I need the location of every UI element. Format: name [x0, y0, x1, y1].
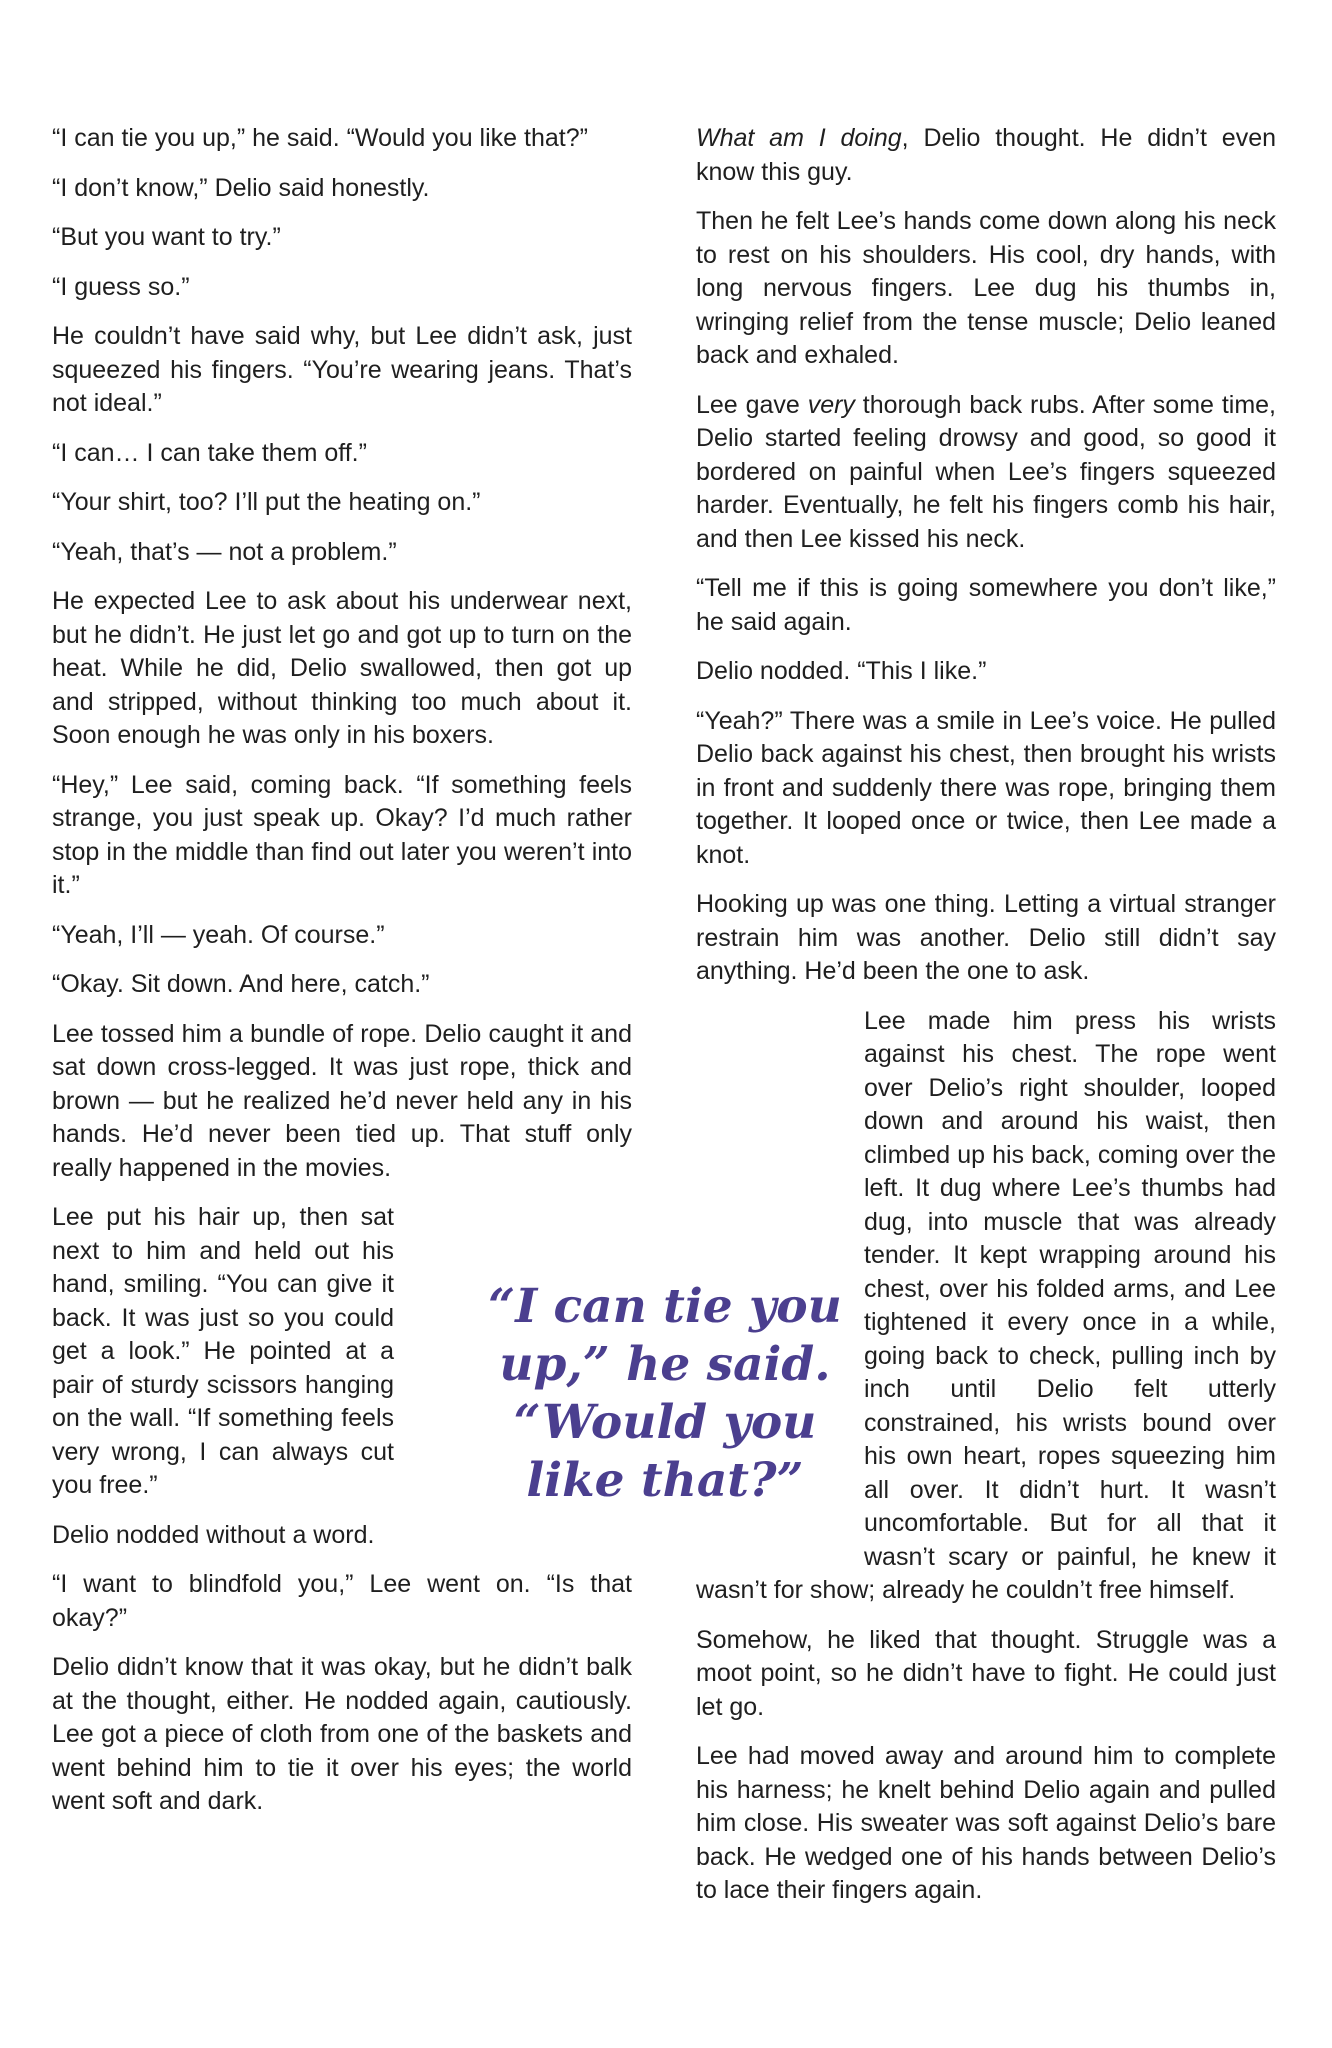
paragraph-text: thorough back rubs. After some time, Delio started feeling drowsy and good, so good it bordered on painful when Lee’s fingers squeezed harder. Eventually, he felt his fingers comb his hair, and then Lee kissed his neck.: [696, 390, 1276, 553]
paragraph: “Okay. Sit down. And here, catch.”: [52, 970, 430, 998]
paragraph: “Yeah?” There was a smile in Lee’s voice. He pulled Delio back against his chest, then brought his wrists in front and suddenly there was rope, bringing them together. It looped once or twice, then Lee made a knot.: [696, 706, 1276, 869]
paragraph-text: , Delio thought. He didn’t even know this guy.: [696, 124, 1277, 186]
paragraph: Lee tossed him a bundle of rope. Delio caught it and sat down cross-legged. It was just rope, thick and brown — but he realized he’d never held any in his hands. He’d never been tied up. That stuff only really happened in the movies.: [52, 1019, 632, 1182]
paragraph: Lee made him press his wrists against his chest. The rope went over Delio’s right shoulder, looped down and around his waist, then climbed up his back, coming over the left. It dug where Lee’s thumbs had dug, into muscle that was already tender. It kept wrapping around his chest, over his folded arms, and Lee tightened it every once in a while, going back to check, pulling inch by inch until Delio felt utterly constrained, his wrists bound over his own heart, ropes squeezing him all over. It didn’t hurt. It wasn’t uncomfortable. But for all that it wasn’t scary or painful, he knew it wasn’t for show; already he couldn’t free himself.: [696, 1006, 1276, 1604]
italic-phrase: What am I doing: [696, 124, 902, 152]
right-column: [696, 122, 1276, 1924]
paragraph: “I guess so.”: [52, 272, 190, 301]
paragraph: “But you want to try.”: [52, 223, 281, 251]
paragraph: “I can tie you up,” he said. “Would you like that?”: [52, 124, 588, 152]
left-column: [52, 122, 632, 1835]
paragraph: Somehow, he liked that thought. Struggle was a moot point, so he didn’t have to fight. He could just let go.: [696, 1625, 1276, 1721]
paragraph: Lee had moved away and around him to complete his harness; he knelt behind Delio again and pulled him close. His sweater was soft against Delio’s bare back. He wedged one of his hands between Delio’s to lace their fingers again.: [696, 1742, 1276, 1904]
paragraph: “Tell me if this is going somewhere you don’t like,” he said again.: [696, 574, 1276, 636]
paragraph: [696, 389, 1276, 557]
paragraph: “I can… I can take them off.”: [52, 438, 367, 467]
paragraph: “Hey,” Lee said, coming back. “If something feels strange, you just speak up. Okay? I’d much rather stop in the middle than find out later you weren’t into it.”: [52, 770, 632, 899]
paragraph: Delio didn’t know that it was okay, but he didn’t balk at the thought, either. He nodded again, cautiously. Lee got a piece of cloth from one of the baskets and went behind him to tie it over his eyes; the world went soft and dark.: [52, 1653, 632, 1815]
paragraph: “Yeah, I’ll — yeah. Of course.”: [52, 920, 385, 949]
paragraph: Then he felt Lee’s hands come down along his neck to rest on his shoulders. His cool, dry hands, with long nervous fingers. Lee dug his thumbs in, wringing relief from the tense muscle; Delio leaned back and exhaled.: [696, 207, 1276, 369]
italic-word: very: [807, 390, 855, 419]
paragraph: Hooking up was one thing. Letting a virtual stranger restrain him was another. Delio still didn’t say anything. He’d been the one to ask.: [696, 890, 1276, 985]
paragraph: “I don’t know,” Delio said honestly.: [52, 173, 430, 202]
paragraph: He couldn’t have said why, but Lee didn’t ask, just squeezed his fingers. “You’re wearing jeans. That’s not ideal.”: [52, 322, 632, 417]
paragraph-text: Lee gave: [696, 390, 808, 419]
paragraph: “I want to blindfold you,” Lee went on. “Is that okay?”: [52, 1570, 632, 1632]
pull-quote: “I can tie you up,” he said. “Would you like that?”: [488, 1279, 842, 1508]
paragraph: He expected Lee to ask about his underwear next, but he didn’t. He just let go and got up to turn on the heat. While he did, Delio swallowed, then got up and stripped, without thinking too much about it. Soon enough he was only in his boxers.: [52, 587, 632, 749]
paragraph: [696, 122, 1276, 189]
paragraph: “Your shirt, too? I’ll put the heating on.”: [52, 488, 481, 516]
paragraph: Delio nodded. “This I like.”: [696, 657, 987, 685]
paragraph: Delio nodded without a word.: [52, 1520, 375, 1549]
paragraph: “Yeah, that’s — not a problem.”: [52, 537, 397, 566]
paragraph: Lee put his hair up, then sat next to him and held out his hand, smiling. “You can give it back. It was just so you could get a look.” He pointed at a pair of sturdy scissors hanging on the wall. “If something feels very wrong, I can always cut you free.”: [52, 1203, 394, 1499]
